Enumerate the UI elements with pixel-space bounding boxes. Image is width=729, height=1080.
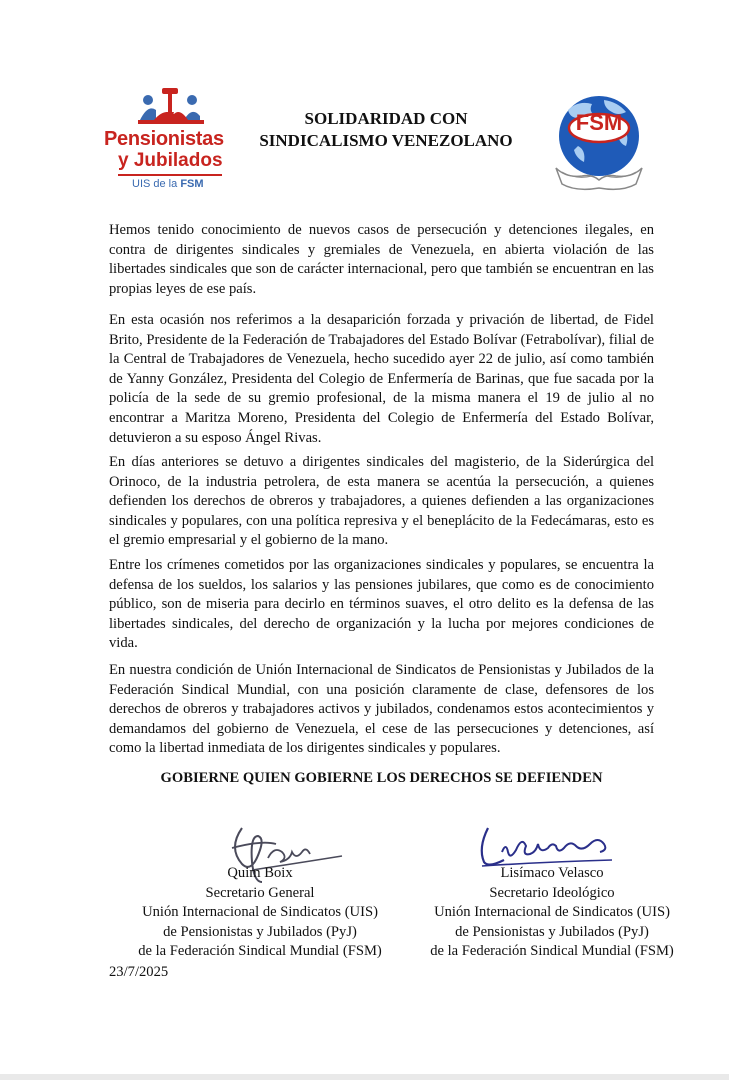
- logo-line-uis: [132, 178, 204, 190]
- title-line-2: SINDICALISMO VENEZOLANO: [259, 131, 513, 150]
- paragraph-1: Hemos tenido conocimiento de nuevos casos de persecución y detenciones ilegales, en contra de dirigentes sindicales y gremiales de Venezuela, en abierta violación de las libertades sindicales que son de carácter internacional, pero que también se encuentran en las propias leyes de ese país.: [109, 222, 654, 297]
- signature-block-left: [100, 864, 420, 962]
- document-date: 23/7/2025: [109, 964, 169, 980]
- logo-line-pensionistas: Pensionistas: [104, 128, 224, 150]
- signer-org-line-2: de Pensionistas y Jubilados (PyJ): [163, 923, 357, 940]
- logo-underline: [118, 174, 222, 176]
- paragraph-5: En nuestra condición de Unión Internacional de Sindicatos de Pensionistas y Jubilados de la Federación Sindical Mundial, con una posición claramente de clase, defensores de los derechos de obreros y trabajadores activos y jubilados, condenamos estos acontecimientos y demandamos del gobierno de Venezuela, el cese de las persecuciones y detenciones, así como la libertad inmediata de los dirigentes sindicales y populares.: [109, 662, 654, 757]
- pensioners-logo-icon: [136, 86, 206, 130]
- paragraph-3: En días anteriores se detuvo a dirigentes sindicales del magisterio, de la Siderúrgica del Orinoco, de la industria petrolera, de esta manera se acentúa la persecución, a quienes defienden los derechos de obreros y trabajadores, a quienes defienden a las organizaciones sindicales y populares, con una política represiva y el beneplácito de la Fedecámaras, esto es el gremio empresarial y el gobierno de la mano.: [109, 454, 654, 549]
- signature-block-right: [412, 864, 692, 962]
- signature-lisimaco-velasco-icon: [474, 822, 624, 870]
- fsm-logo-text: FSM: [575, 110, 623, 135]
- logo-line-jubilados: y Jubilados: [118, 150, 223, 171]
- signer-name: Quim Boix: [227, 865, 293, 881]
- title-line-1: SOLIDARIDAD CON: [304, 109, 468, 128]
- logo-uis-prefix: UIS de la: [132, 178, 181, 190]
- signer-role: Secretario Ideológico: [489, 884, 615, 901]
- paragraph-4: Entre los crímenes cometidos por las organizaciones sindicales y populares, se encuentra la defensa de los sueldos, los salarios y las pensiones jubilares, que como es de conocimiento público, son de miseria para decirlo en términos suaves, el otro delito es la defensa de las libertades sindicales, del derecho de organización y la lucha por mejores condiciones de vida.: [109, 557, 654, 652]
- fsm-logo: [538, 88, 660, 194]
- motto: GOBIERNE QUIEN GOBIERNE LOS DERECHOS SE DEFIENDEN: [160, 770, 603, 786]
- fsm-globe-icon: [538, 88, 660, 194]
- logo-uis-fsm: FSM: [180, 178, 204, 190]
- signer-org-line-1: Unión Internacional de Sindicatos (UIS): [434, 904, 670, 921]
- signer-org-line-1: Unión Internacional de Sindicatos (UIS): [142, 904, 378, 921]
- page-bottom-edge: [0, 1074, 729, 1080]
- pensionistas-logo: [104, 86, 236, 192]
- signer-role: Secretario General: [205, 884, 315, 901]
- signer-org-line-2: de Pensionistas y Jubilados (PyJ): [455, 923, 649, 940]
- paragraph-2: En esta ocasión nos referimos a la desaparición forzada y privación de libertad, de Fidel Brito, Presidente de la Federación de Trabajadores del Estado Bolívar (Fetrabolívar), filial de la Central de Trabajadores de Venezuela, hecho sucedido ayer 22 de julio, así como también de Yanny González, Presidenta del Colegio de Enfermería de Barinas, que fue sacada por la policía de la sede de su gremio profesional, de la misma manera el 19 de julio al no encontrar a Maritza Moreno, Presidenta del Colegio de Enfermería del Estado Bolívar, detuvieron a su esposo Ángel Rivas.: [109, 312, 654, 446]
- signer-org-line-3: de la Federación Sindical Mundial (FSM): [430, 943, 674, 960]
- document-title: [238, 108, 534, 152]
- signer-org-line-3: de la Federación Sindical Mundial (FSM): [138, 943, 382, 960]
- signer-name: Lisímaco Velasco: [500, 865, 604, 881]
